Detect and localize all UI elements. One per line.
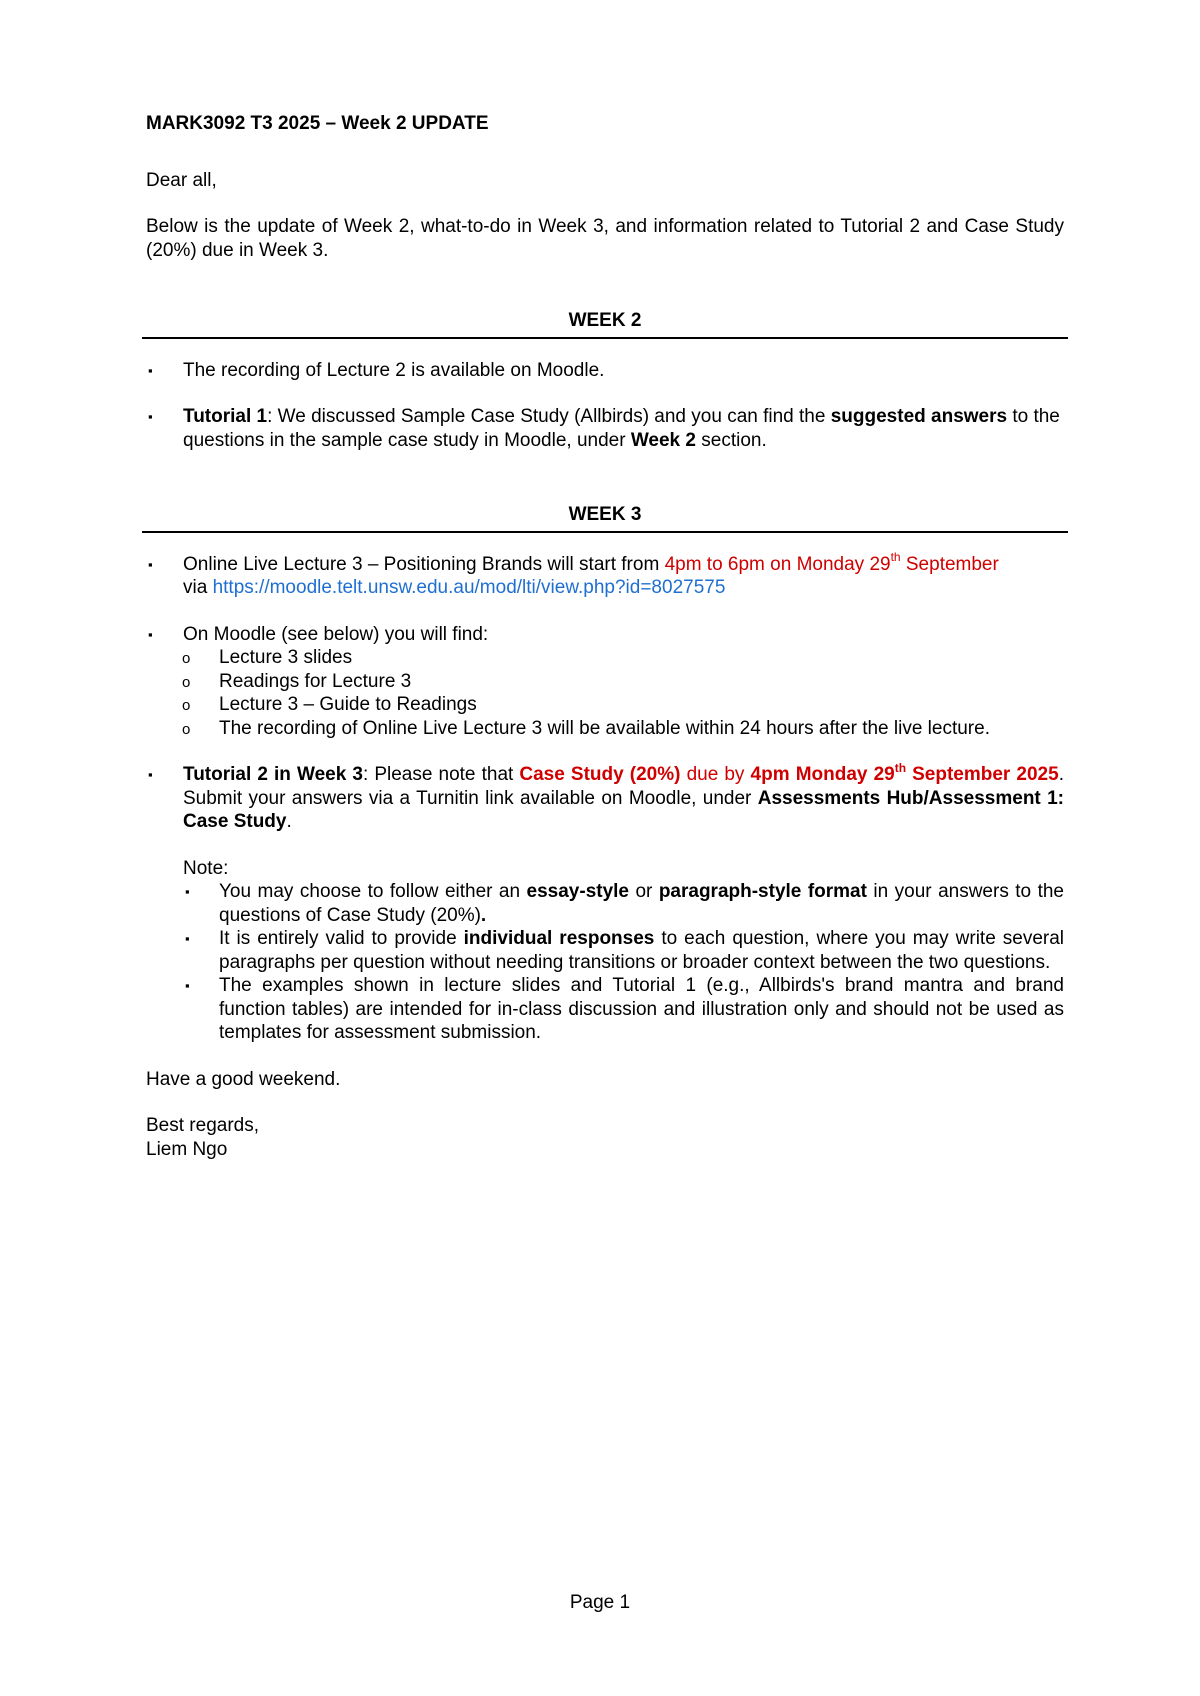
square-bullet-icon: ▪ xyxy=(148,362,153,378)
lecture3-time: 4pm to 6pm on Monday 29 xyxy=(664,553,891,575)
due-by-text: due by xyxy=(680,764,751,785)
document-body xyxy=(146,112,1064,1161)
deadline-suffix: th xyxy=(894,760,907,775)
note-item xyxy=(183,880,1064,927)
sub-list-item xyxy=(146,646,1064,670)
square-bullet-icon: ▪ xyxy=(148,409,153,424)
square-bullet-icon: ▪ xyxy=(148,556,153,572)
lecture3-text: Online Live Lecture 3 – Positioning Brands will start from xyxy=(183,553,665,575)
sub-list-item xyxy=(146,670,1064,694)
suggested-answers-text: suggested answers xyxy=(830,406,1008,427)
week3-rule xyxy=(142,531,1068,533)
note2-text-2: to each question, where you may write several paragraphs per question without needing transitions or broader context between the two questions. xyxy=(219,928,1064,973)
square-bullet-icon: ▪ xyxy=(185,884,190,899)
sub-list-item xyxy=(146,693,1064,717)
sub-item-text: Readings for Lecture 3 xyxy=(219,670,412,692)
tutorial1-label: Tutorial 1 xyxy=(183,406,268,427)
tutorial2-label: Tutorial 2 in Week 3 xyxy=(183,764,363,785)
note-list xyxy=(183,880,1064,1045)
week2-ref-text: Week 2 xyxy=(630,429,696,451)
week2-rule xyxy=(142,337,1068,339)
list-item xyxy=(146,623,1064,741)
sub-item-text: The recording of Online Live Lecture 3 will be available within 24 hours after the live lecture. xyxy=(219,717,990,739)
square-bullet-icon: ▪ xyxy=(185,978,190,993)
week2-heading: WEEK 2 xyxy=(568,310,642,331)
individual-responses-text: individual responses xyxy=(463,928,655,949)
sub-item-text: Lecture 3 – Guide to Readings xyxy=(219,694,477,715)
list-item xyxy=(146,550,1064,600)
note2-text: It is entirely valid to provide xyxy=(219,928,464,949)
note3-text: The examples shown in lecture slides and Tutorial 1 (e.g., Allbirds's brand mantra and brand function tables) are intended for in-class discussion and illustration only and should not be used as templates for assessment submission. xyxy=(219,975,1064,1043)
week3-heading: WEEK 3 xyxy=(568,504,642,525)
page-number: Page 1 xyxy=(569,1592,631,1613)
list-item xyxy=(146,359,1064,383)
lecture3-link[interactable]: https://moodle.telt.unsw.edu.au/mod/lti/view.php?id=8027575 xyxy=(212,577,726,598)
essay-style-text: essay-style xyxy=(526,881,629,902)
deadline-text: 4pm Monday 29 xyxy=(750,764,895,785)
note1-period: . xyxy=(480,904,487,926)
note-item xyxy=(183,927,1064,974)
document-title: MARK3092 T3 2025 – Week 2 UPDATE xyxy=(146,113,489,134)
note-label: Note: xyxy=(183,857,229,879)
tutorial2-text-2: . Submit your answers via a Turnitin link available on Moodle, under xyxy=(183,764,1064,809)
list-item xyxy=(146,405,1064,452)
case-study-label: Case Study (20%) xyxy=(519,764,681,785)
lecture3-month: September xyxy=(900,553,999,575)
square-bullet-icon: ▪ xyxy=(148,767,153,782)
moodle-intro: On Moodle (see below) you will find: xyxy=(183,623,489,645)
signature: Liem Ngo xyxy=(146,1138,228,1160)
note1-text-3: in your answers to the questions of Case Study (20%) xyxy=(219,881,1064,926)
week2-list xyxy=(146,359,1064,453)
tutorial1-text-2: to the questions in the sample case study in Moodle, under xyxy=(183,406,1060,451)
tutorial2-text-3: . xyxy=(286,811,292,832)
tutorial1-text: : We discussed Sample Case Study (Allbirds) and you can find the xyxy=(267,406,831,427)
week3-list xyxy=(146,550,1064,1045)
lecture3-date-suffix: th xyxy=(890,550,901,565)
tutorial2-text: : Please note that xyxy=(362,764,520,785)
closing-text: Have a good weekend. xyxy=(146,1068,341,1090)
greeting: Dear all, xyxy=(146,169,217,191)
moodle-sublist xyxy=(183,646,1064,740)
week2-item1-text: The recording of Lecture 2 is available on Moodle. xyxy=(183,359,605,381)
deadline-month: September 2025 xyxy=(906,764,1059,785)
intro-paragraph: Below is the update of Week 2, what-to-do in Week 3, and information related to Tutorial 2 and Case Study (20%) due in Week 3. xyxy=(146,216,1064,261)
regards-text: Best regards, xyxy=(146,1115,259,1136)
sub-item-text: Lecture 3 slides xyxy=(219,647,353,668)
circle-bullet-icon: o xyxy=(182,673,191,691)
via-text: via xyxy=(183,577,213,598)
square-bullet-icon: ▪ xyxy=(148,626,153,642)
circle-bullet-icon: o xyxy=(182,720,191,738)
tutorial1-text-3: section. xyxy=(695,429,767,451)
note1-text-2: or xyxy=(629,881,659,902)
circle-bullet-icon: o xyxy=(182,650,191,667)
note1-text: You may choose to follow either an xyxy=(219,881,527,902)
list-item xyxy=(146,760,1064,1045)
circle-bullet-icon: o xyxy=(182,697,191,714)
sub-list-item xyxy=(146,717,1064,741)
note-item xyxy=(183,974,1064,1045)
assessment-hub-text: Assessments Hub/Assessment 1: Case Study xyxy=(183,787,1064,832)
paragraph-style-text: paragraph-style format xyxy=(658,881,867,902)
square-bullet-icon: ▪ xyxy=(185,931,190,946)
